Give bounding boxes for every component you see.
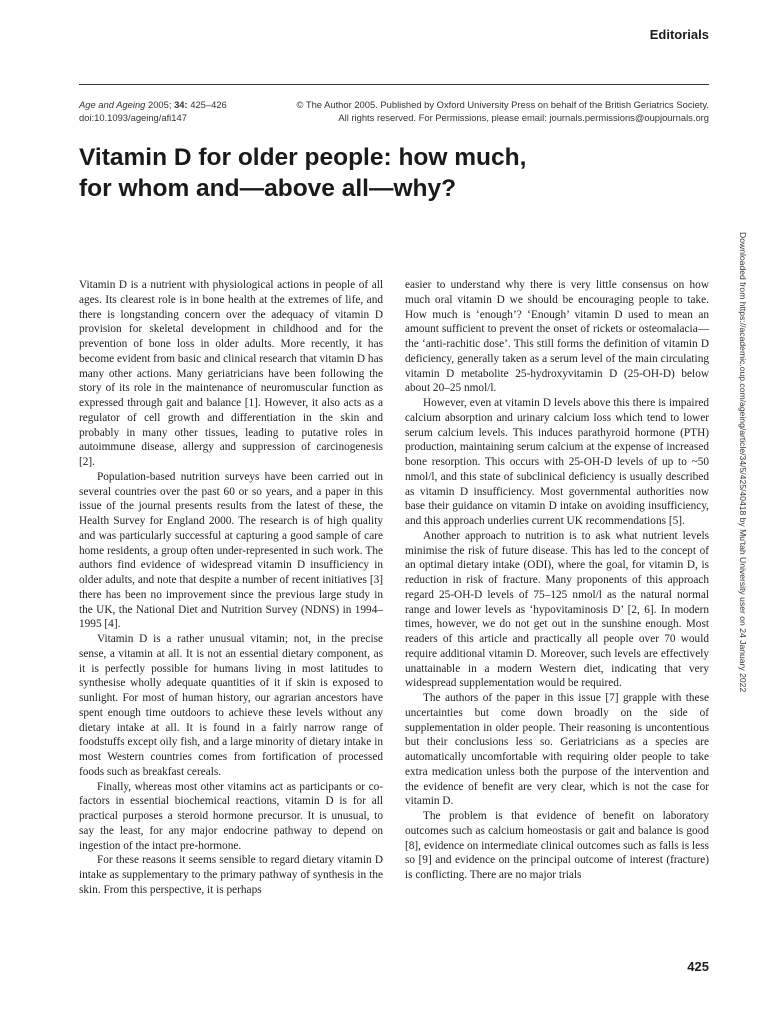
paragraph: The problem is that evidence of benefit on laboratory outcomes such as calcium homeostasis or gait and balance is good [8], evidence on intermediate clinical outcomes such as falls is less so [9] and evidence on the principal outcome of interest (fracture) is conflicting. There are no major trials [405,810,709,881]
paragraph: The authors of the paper in this issue [7] grapple with these uncertainties but come down broadly on the side of supplementation in older people. Their reasoning is uncontentious but their conclusions less so. Geriatricians as a species are automatically uncomfortable with requiring older people to take extra medication unless both the purpose of the intervention and the evidence of benefit are very clear, which is not the case for vitamin D. [405,692,709,808]
copyright-line-2: All rights reserved. For Permissions, please email: journals.permissions@oupjournals.org [338,112,709,123]
download-watermark [736,232,750,822]
body-column-right [405,278,709,883]
paragraph: Population-based nutrition surveys have been carried out in several countries over the past 60 or so years, and a paper in this issue of the journal presents results from the latest of these, the Health Survey for England 2000. The research is of high quality and was particularly successful at capturing a good sample of care home residents, a group often under-represented in such work. The authors find evidence of widespread vitamin D insufficiency in older adults, and note that despite a number of recent initiatives [3] there has been no improvement since the previous large study in the UK, the National Diet and Nutrition Survey (NDNS) in 1994–1995 [4]. [79,470,383,631]
journal-name: Age and Ageing [79,99,146,110]
paragraph: Another approach to nutrition is to ask what nutrient levels minimise the risk of future disease. This has led to the concept of an optimal dietary intake (ODI), where the goal, for vitamin D, is reduction in risk of fracture. Many proponents of this approach regard 25-OH-D levels of 75–125 nmol/l as the natural normal range and lower levels as ‘hypovitaminosis D’ [2, 6]. In modern times, however, we do not get out in the sunshine enough. Most readers of this article and practically all people over 70 would require additional vitamin D. Moreover, such levels are effectively unattainable in a modern Western diet, indicating that very widespread supplementation would be required. [405,529,709,690]
paragraph: easier to understand why there is very little consensus on how much oral vitamin D we should be encouraging people to take. How much is ‘enough’? ‘Enough’ vitamin D used to mean an amount sufficient to prevent the onset of rickets or osteomalacia—the ‘anti-rachitic dose’. This still forms the definition of vitamin D deficiency, generally taken as a serum level of the main circulating vitamin D metabolite 25-hydroxyvitamin D (25-OH-D) below about 20–25 nmol/l. [405,279,709,395]
body-column-left [79,278,383,898]
section-label: Editorials [649,27,709,42]
article-title [79,142,679,204]
paragraph: Finally, whereas most other vitamins act as participants or co-factors in essential biochemical reactions, vitamin D is for all practical purposes a steroid hormone precursor. It is unusual, to say the least, for any major endocrine pathway to depend on ingestion of the intact pre-hormone. [79,780,383,852]
paragraph: However, even at vitamin D levels above this there is impaired calcium absorption and urinary calcium loss which tend to lower serum calcium levels. This induces parathyroid hormone (PTH) production, maintaining serum calcium at the expense of increased bone resorption. This occurs with 25-OH-D levels of up to ~50 nmol/l, and this state of subclinical deficiency is usually described as vitamin D insufficiency. Most governmental authorities now base their guidance on vitamin D intake on avoiding insufficiency, and this approach underlies current UK recommendations [5]. [405,397,709,527]
copyright-line-1: © The Author 2005. Published by Oxford University Press on behalf of the British Geriatrics Society. [296,99,709,110]
title-line-2: for whom and—above all—why? [79,175,457,202]
citation-pages: 425–426 [190,99,227,110]
paragraph: Vitamin D is a nutrient with physiological actions in people of all ages. Its clearest role is in bone health at the extremes of life, and there is longstanding concern over the adequacy of vitamin D provision for skeletal development in childhood and for the prevention of bone loss in older adults. More recently, it has become evident from basic and clinical research that vitamin D has many other actions. Many geriatricians have been following the story of its role in the maintenance of neuromuscular function as expressed through gait and balance [1]. However, it also acts as a regulator of cell growth and differentiation in the skin and probably in many other tissues, leading to putative roles in autoimmune disease, allergy and suppression of carcinogenesis [2]. [79,279,383,468]
header-rule [79,84,709,85]
page-number: 425 [687,959,709,974]
paragraph: Vitamin D is a rather unusual vitamin; not, in the precise sense, a vitamin at all. It is not an essential dietary component, as it is perfectly possible for humans living in most latitudes to synthesise wholly adequate quantities of it if skin is exposed to sunlight. For most of human history, our agrarian ancestors have spent enough time outdoors to achieve these levels without any dietary intake at all. It is found in a fairly narrow range of foodstuffs except oily fish, and a large minority of dietary intake in most Western countries comes from fortification of processed foods such as breakfast cereals. [79,633,383,778]
copyright-notice [239,98,709,124]
doi-link[interactable]: doi:10.1093/ageing/afi147 [79,112,187,123]
download-watermark-text: Downloaded from https://academic.oup.com/ageing/article/34/5/425/40418 by Mu'tah University user on 24 January 2022 [738,232,748,693]
citation-year: 2005; [148,99,172,110]
title-line-1: Vitamin D for older people: how much, [79,144,527,171]
citation-volume: 34: [174,99,188,110]
paragraph: For these reasons it seems sensible to regard dietary vitamin D intake as supplementary to the primary pathway of synthesis in the skin. From this perspective, it is perhaps [79,854,383,896]
